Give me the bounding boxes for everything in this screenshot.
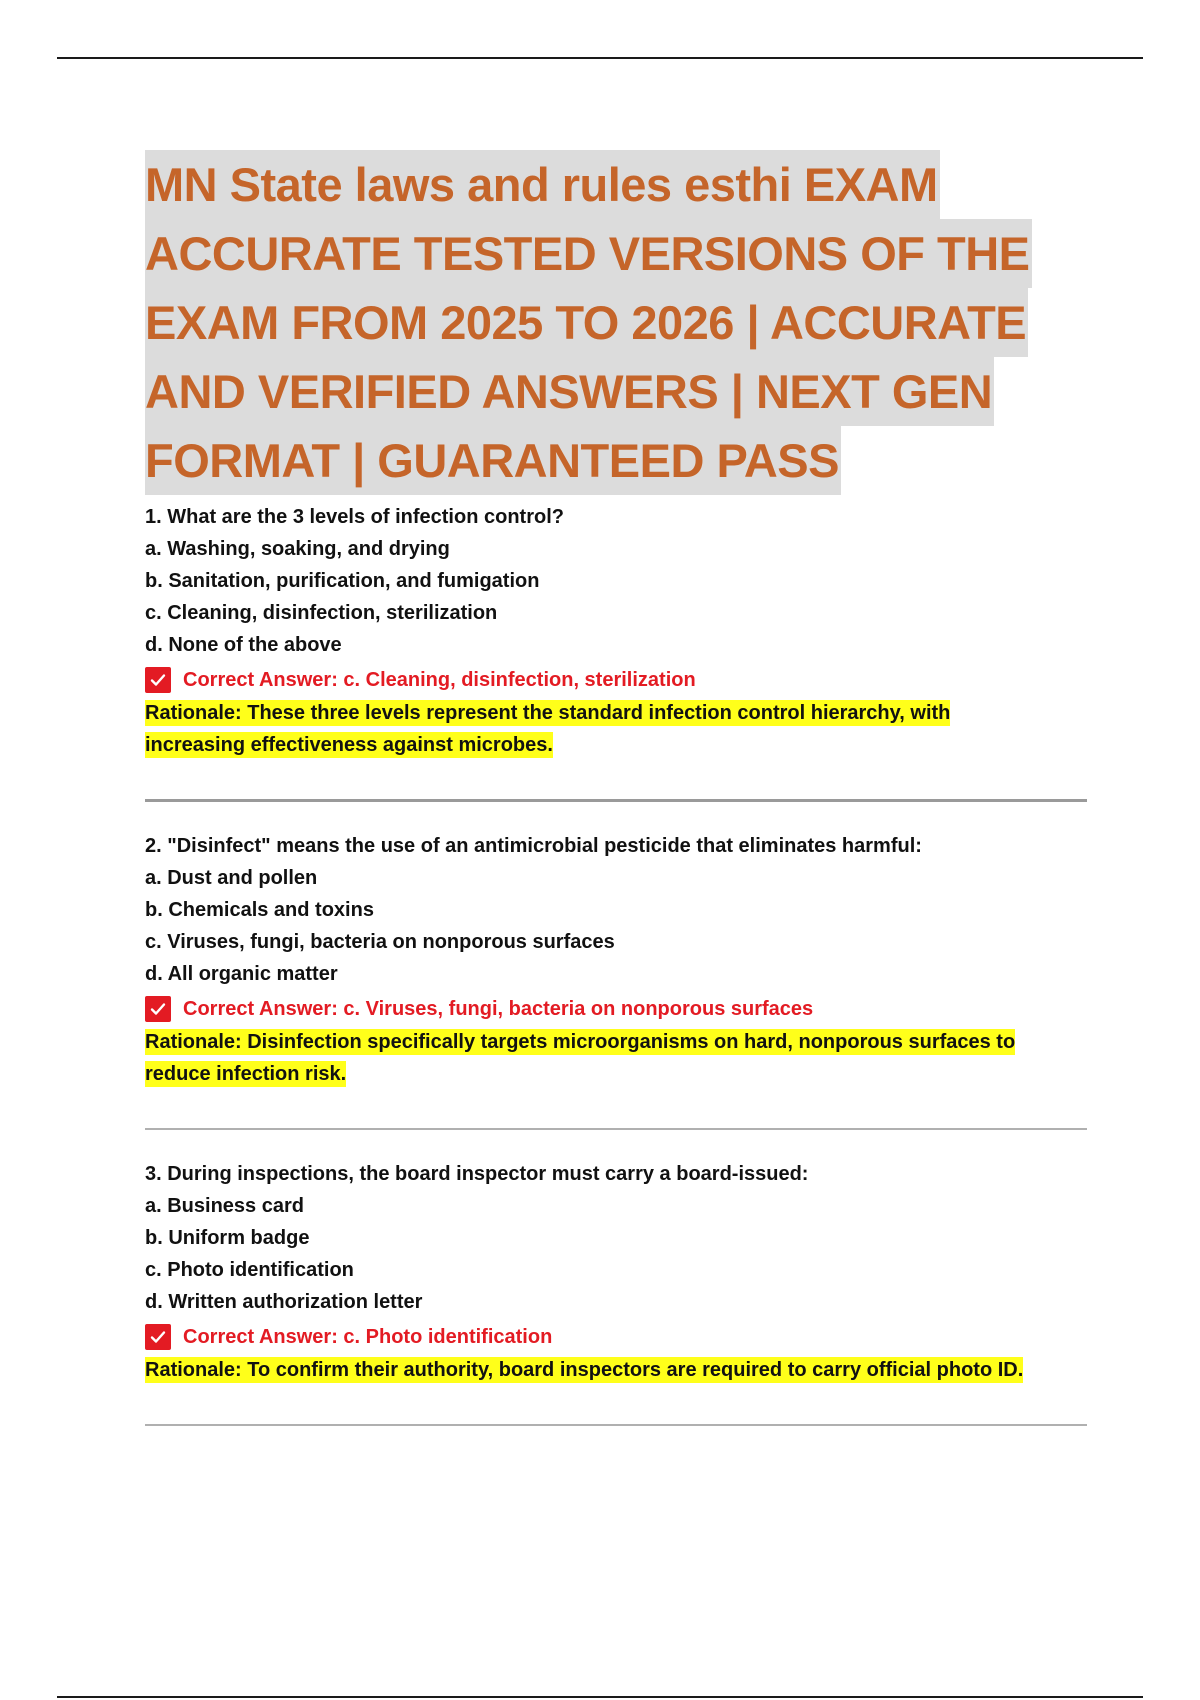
rationale-line: Rationale: Disinfection specifically targets microorganisms on hard, nonporous surfaces to [145,1031,1016,1053]
rationale-line: reduce infection risk. [145,1063,347,1085]
correct-answer [145,664,1085,696]
answer-option: c. Photo identification [145,1259,354,1281]
answer-option: c. Viruses, fungi, bacteria on nonporous surfaces [145,931,615,953]
title-line: MN State laws and rules esthi EXAM [145,150,940,219]
rationale [145,697,1045,761]
correct-answer-text: Correct Answer: c. Photo identification [183,1325,553,1348]
section-divider [145,1424,1087,1426]
document-title [145,150,1085,495]
rationale-line: Rationale: These three levels represent the standard infection control hierarchy, with [145,702,951,724]
checkmark-icon [145,1324,171,1350]
checkmark-icon [145,667,171,693]
rationale-line: Rationale: To confirm their authority, board inspectors are required to carry official photo ID. [145,1359,1024,1381]
title-line: FORMAT | GUARANTEED PASS [145,426,841,495]
answer-option: c. Cleaning, disinfection, sterilization [145,602,498,624]
answer-option: a. Washing, soaking, and drying [145,538,450,560]
answer-option: b. Sanitation, purification, and fumigation [145,570,540,592]
title-line: ACCURATE TESTED VERSIONS OF THE [145,219,1032,288]
section-divider [145,1128,1087,1130]
correct-answer-text: Correct Answer: c. Viruses, fungi, bacteria on nonporous surfaces [183,997,814,1020]
title-line: EXAM FROM 2025 TO 2026 | ACCURATE [145,288,1028,357]
answer-option: d. None of the above [145,634,342,656]
correct-answer [145,993,1085,1025]
answer-option: a. Business card [145,1195,304,1217]
title-line: AND VERIFIED ANSWERS | NEXT GEN [145,357,994,426]
rationale-line: increasing effectiveness against microbes. [145,734,553,756]
page-bottom-rule [57,1696,1143,1698]
question-text: 1. What are the 3 levels of infection control? [145,506,564,528]
answer-option: b. Chemicals and toxins [145,899,374,921]
question-block-2 [145,830,1085,1090]
checkmark-icon [145,996,171,1022]
correct-answer [145,1321,1085,1353]
section-divider [145,799,1087,802]
page-top-rule [57,57,1143,59]
correct-answer-text: Correct Answer: c. Cleaning, disinfection, sterilization [183,668,696,691]
answer-option: a. Dust and pollen [145,867,318,889]
rationale [145,1354,1105,1386]
answer-option: d. Written authorization letter [145,1291,423,1313]
rationale [145,1026,1045,1090]
answer-option: d. All organic matter [145,963,338,985]
question-block-1 [145,501,1085,761]
question-text: 3. During inspections, the board inspector must carry a board-issued: [145,1163,809,1185]
document-body [145,150,1085,1454]
answer-option: b. Uniform badge [145,1227,310,1249]
question-text: 2. "Disinfect" means the use of an antimicrobial pesticide that eliminates harmful: [145,835,922,857]
question-block-3 [145,1158,1085,1386]
